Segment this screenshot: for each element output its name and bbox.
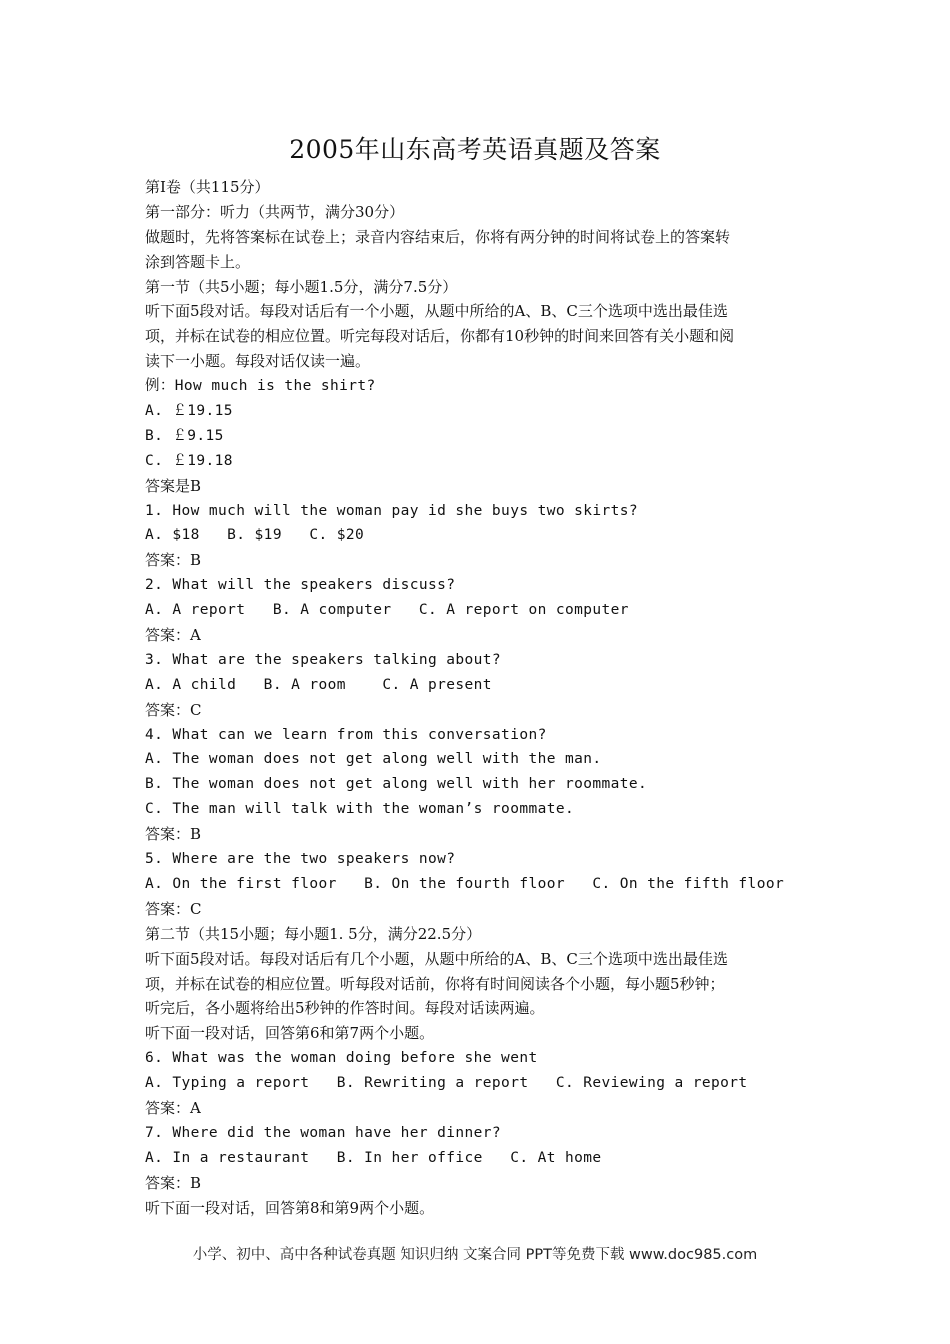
- text-line: 第一节（共5小题；每小题1.5分，满分7.5分）: [145, 277, 458, 296]
- text-line: 答案：B: [145, 1173, 202, 1192]
- text-line: 读下一小题。每段对话仅读一遍。: [145, 352, 371, 371]
- text-line: 1. How much will the woman pay id she buys two skirts?: [145, 502, 639, 519]
- text-line: A. $18 B. $19 C. $20: [145, 527, 365, 544]
- text-line: 答案：A: [145, 626, 201, 645]
- text-line: 听下面5段对话。每段对话后有一个小题，从题中所给的A、B、C三个选项中选出最佳选: [145, 302, 728, 321]
- text-line: 听下面一段对话，回答第8和第9两个小题。: [145, 1198, 435, 1217]
- text-line: B. ￡9.15: [145, 427, 224, 444]
- text-line: A. A report B. A computer C. A report on computer: [145, 602, 629, 619]
- text-line: 项，并标在试卷的相应位置。听完每段对话后，你都有10秒钟的时间来回答有关小题和阅: [145, 327, 735, 346]
- document-title: 2005年山东高考英语真题及答案: [289, 135, 661, 164]
- text-line: 7. Where did the woman have her dinner?: [145, 1124, 502, 1141]
- text-line: 答案：B: [145, 825, 202, 844]
- text-line: 答案：A: [145, 1098, 201, 1117]
- text-line: C. The man will talk with the woman’s roommate.: [145, 801, 575, 818]
- text-line: 第一部分：听力（共两节，满分30分）: [145, 202, 405, 221]
- text-line: 答案：C: [145, 899, 202, 918]
- text-line: 做题时，先将答案标在试卷上；录音内容结束后，你将有两分钟的时间将试卷上的答案转: [145, 227, 731, 246]
- text-line: 2. What will the speakers discuss?: [145, 577, 456, 594]
- document-body: [145, 175, 810, 1220]
- text-line: 听下面一段对话，回答第6和第7两个小题。: [145, 1024, 435, 1043]
- text-line: 涂到答题卡上。: [145, 252, 251, 271]
- text-line: 项，并标在试卷的相应位置。听每段对话前，你将有时间阅读各个小题，每小题5秒钟；: [145, 974, 725, 993]
- text-line: 3. What are the speakers talking about?: [145, 651, 502, 668]
- text-line: 5. Where are the two speakers now?: [145, 851, 456, 868]
- text-line: 第Ⅰ卷（共115分）: [145, 178, 270, 196]
- text-line: 答案：B: [145, 551, 202, 570]
- text-line: A. ￡19.15: [145, 403, 233, 420]
- text-line: 答案：C: [145, 700, 202, 719]
- text-line: 例：How much is the shirt?: [145, 378, 376, 395]
- text-line: 4. What can we learn from this conversation?: [145, 726, 547, 743]
- text-line: 听下面5段对话。每段对话后有几个小题，从题中所给的A、B、C三个选项中选出最佳选: [145, 949, 728, 968]
- text-line: A. A child B. A room C. A present: [145, 676, 492, 693]
- text-line: A. On the first floor B. On the fourth floor C. On the fifth floor: [145, 875, 785, 892]
- text-line: B. The woman does not get along well with her roommate.: [145, 776, 648, 793]
- text-line: 第二节（共15小题；每小题1. 5分，满分22.5分）: [145, 924, 482, 943]
- text-line: A. The woman does not get along well with the man.: [145, 751, 602, 768]
- text-line: A. In a restaurant B. In her office C. At home: [145, 1149, 602, 1166]
- page-footer: 小学、初中、高中各种试卷真题 知识归纳 文案合同 PPT等免费下载 www.doc985.com: [192, 1247, 758, 1263]
- text-line: 答案是B: [145, 476, 202, 495]
- text-line: A. Typing a report B. Rewriting a report C. Reviewing a report: [145, 1075, 748, 1092]
- text-line: 听完后，各小题将给出5秒钟的作答时间。每段对话读两遍。: [145, 999, 545, 1018]
- text-line: 6. What was the woman doing before she went: [145, 1050, 538, 1067]
- text-line: C. ￡19.18: [145, 452, 233, 469]
